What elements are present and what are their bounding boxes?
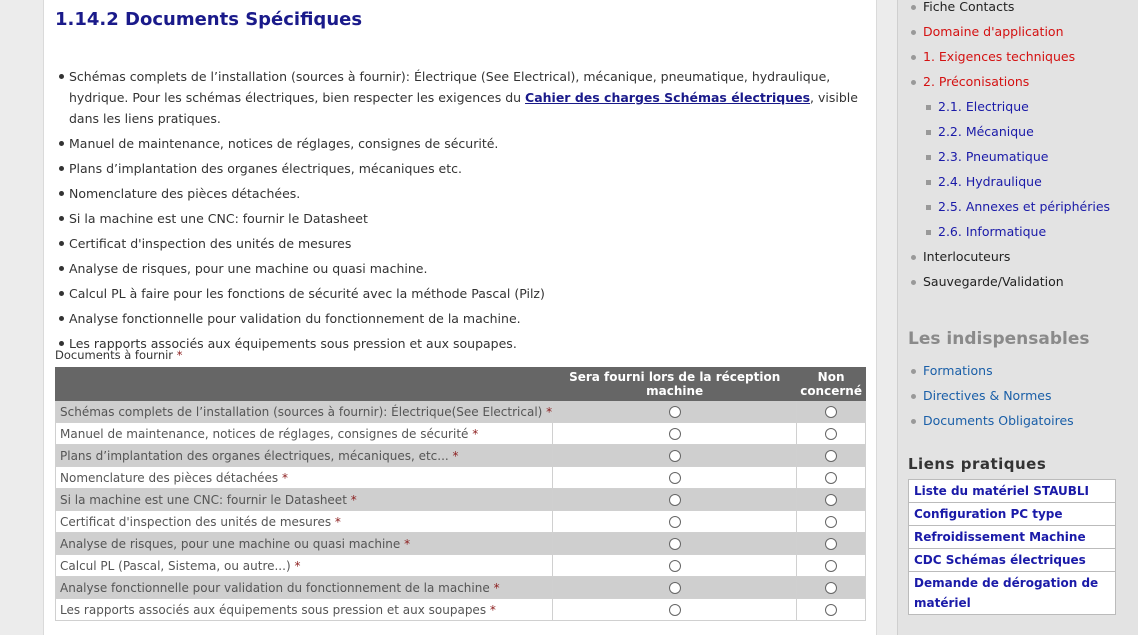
radio-not-concerned[interactable] xyxy=(825,604,837,616)
radio-not-concerned[interactable] xyxy=(825,406,837,418)
indispensable-link[interactable] xyxy=(908,411,1074,436)
documents-label-text: Documents à fournir xyxy=(55,348,174,362)
lien-pratique-link[interactable]: CDC Schémas électriques xyxy=(909,549,1115,572)
toc-item[interactable] xyxy=(923,172,1110,197)
requirement-item xyxy=(55,66,865,129)
requirement-item xyxy=(55,308,865,329)
required-mark: * xyxy=(176,348,183,362)
requirement-text: Analyse fonctionnelle pour validation du fonctionnement de la machine. xyxy=(69,311,521,326)
row-label-text: Schémas complets de l’installation (sources à fournir): Électrique(See Electrical) xyxy=(60,404,543,419)
radio-not-concerned[interactable] xyxy=(825,582,837,594)
requirement-text: Manuel de maintenance, notices de réglages, consignes de sécurité. xyxy=(69,136,499,151)
matrix-row-label xyxy=(56,467,553,489)
radio-provided[interactable] xyxy=(669,428,681,440)
requirement-text: Schémas complets de l’installation (sources à fournir): Électrique (See Electrical), mécanique, pneumatique, hydraulique, hydrique. Pour les schémas électriques, bien respecter les exigences du xyxy=(69,69,831,105)
toc-item[interactable] xyxy=(923,222,1110,247)
indispensables-heading: Les indispensables xyxy=(908,329,1090,349)
toc-item[interactable] xyxy=(908,272,1110,297)
matrix-row-label xyxy=(56,533,553,555)
requirement-text: Les rapports associés aux équipements sous pression et aux soupapes. xyxy=(69,336,517,351)
toc-item-label: Domaine d'application xyxy=(923,24,1064,39)
radio-provided[interactable] xyxy=(669,516,681,528)
radio-not-concerned[interactable] xyxy=(825,516,837,528)
requirement-text: Si la machine est une CNC: fournir le Datasheet xyxy=(69,211,368,226)
matrix-row xyxy=(56,423,866,445)
radio-cell xyxy=(553,401,797,423)
radio-not-concerned[interactable] xyxy=(825,428,837,440)
required-mark: * xyxy=(452,448,459,463)
toc-item[interactable] xyxy=(923,97,1110,122)
toc-item-label: Fiche Contacts xyxy=(923,0,1015,14)
lien-pratique-link[interactable]: Configuration PC type xyxy=(909,503,1115,526)
requirement-text-end: , visible dans les liens pratiques. xyxy=(69,90,858,126)
toc-item[interactable] xyxy=(908,47,1110,72)
radio-provided[interactable] xyxy=(669,494,681,506)
row-label-text: Analyse fonctionnelle pour validation du fonctionnement de la machine xyxy=(60,580,490,595)
radio-cell xyxy=(553,599,797,621)
requirement-text: Certificat d'inspection des unités de mesures xyxy=(69,236,352,251)
matrix-row xyxy=(56,511,866,533)
radio-cell xyxy=(553,423,797,445)
required-mark: * xyxy=(546,404,553,419)
radio-cell xyxy=(553,577,797,599)
row-label-text: Nomenclature des pièces détachées xyxy=(60,470,279,485)
lien-pratique-link[interactable]: Demande de dérogation de matériel xyxy=(914,576,1099,610)
radio-cell xyxy=(553,467,797,489)
requirement-text: Nomenclature des pièces détachées. xyxy=(69,186,301,201)
column-header-provided: Sera fourni lors de la réception machine xyxy=(553,368,797,401)
radio-provided[interactable] xyxy=(669,538,681,550)
radio-provided[interactable] xyxy=(669,582,681,594)
row-label-text: Analyse de risques, pour une machine ou quasi machine xyxy=(60,536,401,551)
radio-cell xyxy=(797,577,866,599)
radio-provided[interactable] xyxy=(669,560,681,572)
matrix-row xyxy=(56,401,866,423)
radio-not-concerned[interactable] xyxy=(825,472,837,484)
matrix-row-label xyxy=(56,489,553,511)
radio-cell xyxy=(797,555,866,577)
lien-pratique-link[interactable]: Refroidissement Machine xyxy=(909,526,1115,549)
matrix-row-label xyxy=(56,445,553,467)
radio-cell xyxy=(553,511,797,533)
required-mark: * xyxy=(350,492,357,507)
toc-item-label: 2.4. Hydraulique xyxy=(938,174,1042,189)
matrix-header xyxy=(56,368,866,401)
toc-item-label: 2. Préconisations xyxy=(923,74,1030,89)
matrix-row-label xyxy=(56,599,553,621)
matrix-row xyxy=(56,555,866,577)
liens-box xyxy=(908,479,1116,615)
row-label-text: Plans d’implantation des organes électriques, mécaniques, etc... xyxy=(60,448,449,463)
matrix-row xyxy=(56,467,866,489)
section-title: 1.14.2 Documents Spécifiques xyxy=(55,9,363,30)
radio-cell xyxy=(553,489,797,511)
toc-item-label: 1. Exigences techniques xyxy=(923,49,1076,64)
radio-cell xyxy=(553,445,797,467)
indispensable-link-label: Directives & Normes xyxy=(923,388,1052,403)
main-content xyxy=(43,0,877,635)
toc-item-label: Sauvegarde/Validation xyxy=(923,274,1064,289)
matrix-row-label xyxy=(56,401,553,423)
column-header-not-concerned: Non concerné xyxy=(797,368,866,401)
toc-item[interactable] xyxy=(908,72,1110,97)
toc-item[interactable] xyxy=(908,0,1110,22)
required-mark: * xyxy=(493,580,500,595)
radio-provided[interactable] xyxy=(669,450,681,462)
requirement-item xyxy=(55,208,865,229)
radio-provided[interactable] xyxy=(669,406,681,418)
row-label-text: Si la machine est une CNC: fournir le Datasheet xyxy=(60,492,347,507)
toc-item-label: 2.3. Pneumatique xyxy=(938,149,1049,164)
radio-not-concerned[interactable] xyxy=(825,538,837,550)
required-mark: * xyxy=(334,514,341,529)
radio-cell xyxy=(797,445,866,467)
lien-pratique-link[interactable]: Liste du matériel STAUBLI xyxy=(909,480,1115,503)
radio-not-concerned[interactable] xyxy=(825,560,837,572)
toc-list xyxy=(908,0,1110,297)
indispensable-link[interactable] xyxy=(908,386,1074,411)
matrix-row xyxy=(56,533,866,555)
toc-item[interactable] xyxy=(908,247,1110,272)
toc-item-label: 2.2. Mécanique xyxy=(938,124,1034,139)
requirements-list xyxy=(55,66,865,358)
radio-cell xyxy=(797,533,866,555)
radio-cell xyxy=(797,423,866,445)
requirement-item xyxy=(55,233,865,254)
matrix-row xyxy=(56,599,866,621)
requirement-item xyxy=(55,133,865,154)
radio-cell xyxy=(797,467,866,489)
toc-item-label: 2.5. Annexes et périphéries xyxy=(938,199,1111,214)
radio-cell xyxy=(797,511,866,533)
indispensable-link[interactable] xyxy=(908,361,1074,386)
requirement-item xyxy=(55,183,865,204)
toc-item[interactable] xyxy=(923,122,1110,147)
row-label-text: Les rapports associés aux équipements sous pression et aux soupapes xyxy=(60,602,487,617)
documents-label xyxy=(55,348,182,362)
radio-cell xyxy=(553,533,797,555)
radio-cell xyxy=(553,555,797,577)
toc-item-label: Interlocuteurs xyxy=(923,249,1011,264)
matrix-header-blank xyxy=(56,368,553,401)
row-label-text: Calcul PL (Pascal, Sistema, ou autre...) xyxy=(60,558,291,573)
radio-not-concerned[interactable] xyxy=(825,494,837,506)
row-label-text: Manuel de maintenance, notices de réglages, consignes de sécurité xyxy=(60,426,469,441)
matrix-row-label xyxy=(56,423,553,445)
requirement-item xyxy=(55,158,865,179)
row-label-text: Certificat d'inspection des unités de mesures xyxy=(60,514,332,529)
required-mark: * xyxy=(404,536,411,551)
indispensables-list xyxy=(908,361,1074,436)
requirement-item xyxy=(55,258,865,279)
sidebar xyxy=(897,0,1138,635)
matrix-row xyxy=(56,489,866,511)
requirement-text: Analyse de risques, pour une machine ou quasi machine. xyxy=(69,261,428,276)
radio-cell xyxy=(797,489,866,511)
radio-not-concerned[interactable] xyxy=(825,450,837,462)
matrix-row xyxy=(56,445,866,467)
liens-heading: Liens pratiques xyxy=(908,455,1047,473)
matrix-row xyxy=(56,577,866,599)
toc-item-label: 2.6. Informatique xyxy=(938,224,1047,239)
radio-provided[interactable] xyxy=(669,472,681,484)
toc-item[interactable] xyxy=(923,197,1110,222)
toc-item[interactable] xyxy=(908,22,1110,47)
requirement-item xyxy=(55,283,865,304)
radio-provided[interactable] xyxy=(669,604,681,616)
required-mark: * xyxy=(489,602,496,617)
matrix-row-label xyxy=(56,577,553,599)
toc-item[interactable] xyxy=(923,147,1110,172)
indispensable-link-label: Formations xyxy=(923,363,993,378)
required-mark: * xyxy=(472,426,479,441)
required-mark: * xyxy=(282,470,289,485)
matrix-row-label xyxy=(56,555,553,577)
indispensable-link-label: Documents Obligatoires xyxy=(923,413,1074,428)
toc-item-label: 2.1. Electrique xyxy=(938,99,1029,114)
radio-cell xyxy=(797,401,866,423)
required-mark: * xyxy=(294,558,301,573)
radio-cell xyxy=(797,599,866,621)
documents-matrix xyxy=(55,367,866,621)
cahier-des-charges-link[interactable]: Cahier des charges Schémas électriques xyxy=(525,90,811,105)
matrix-row-label xyxy=(56,511,553,533)
requirement-text: Calcul PL à faire pour les fonctions de sécurité avec la méthode Pascal (Pilz) xyxy=(69,286,545,301)
requirement-text: Plans d’implantation des organes électriques, mécaniques etc. xyxy=(69,161,462,176)
